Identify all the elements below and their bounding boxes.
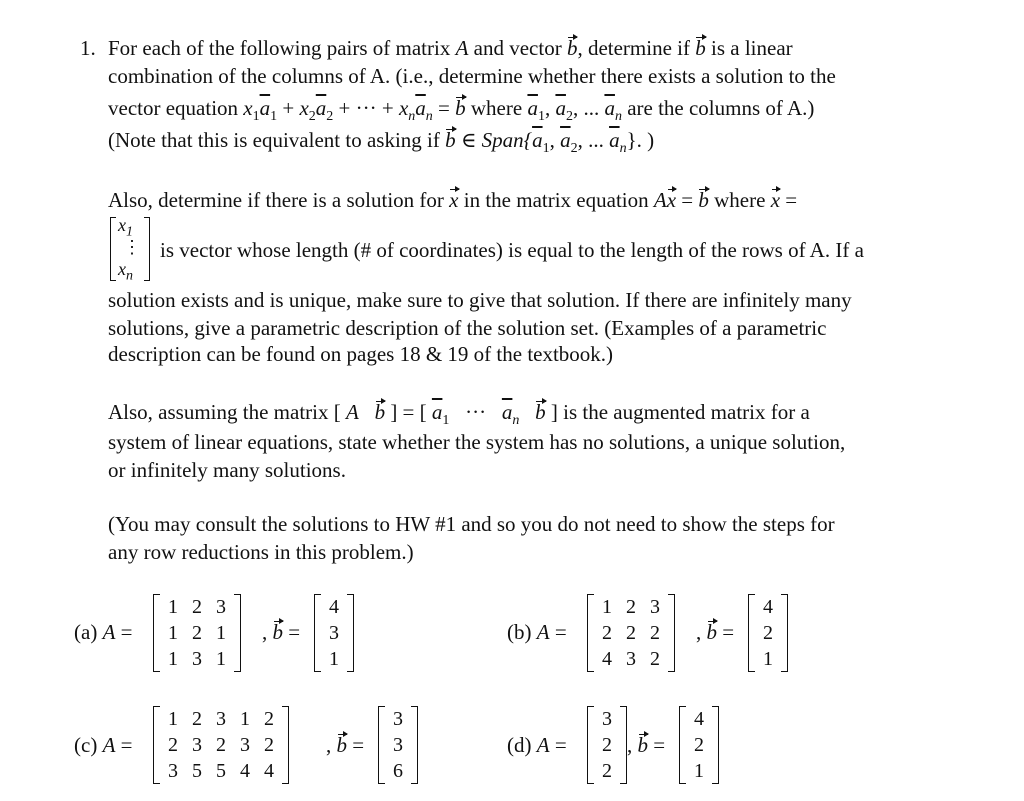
para3-line1: Also, assuming the matrix [ A b ] = [ $\overline{a}_1$ ··· $\overline{a}_n$ b ] is the augmented matrix for a: [108, 400, 810, 429]
problem-a-matrix: 1 2 3 1 2 1 1 3 1: [153, 594, 241, 672]
para2-line3: solution exists and is unique, make sure to give that solution. If there are infinitely many: [108, 288, 852, 312]
problem-d-b-label: , b =: [627, 733, 666, 757]
problem-b-b-label: , b =: [696, 620, 735, 644]
para3-line3: or infinitely many solutions.: [108, 458, 346, 482]
para2-line2: is vector whose length (# of coordinates) is equal to the length of the rows of A. If a: [160, 238, 864, 262]
x-vector-bracket: $x_1$ ⋮ $x_n$: [110, 215, 150, 283]
para4-line1: (You may consult the solutions to HW #1 and so you do not need to show the steps for: [108, 512, 835, 536]
para1-line1: For each of the following pairs of matrix A and vector b, determine if b is a linear: [108, 36, 793, 60]
problem-a-label: (a) A =: [74, 620, 133, 644]
problem-b-b-vector: 4 2 1: [748, 594, 788, 672]
problem-b-matrix: 1 2 3 2 2 2 4 3 2: [587, 594, 675, 672]
problem-d-matrix: 3 2 2: [587, 706, 627, 784]
x-vector-top: $x_1$: [118, 215, 133, 240]
problem-a-b-label: , b =: [262, 620, 301, 644]
para4-line2: any row reductions in this problem.): [108, 540, 414, 564]
para1-line2: combination of the columns of A. (i.e., determine whether there exists a solution to the: [108, 64, 836, 88]
problem-c-label: (c) A =: [74, 733, 133, 757]
problem-c-b-label: , b =: [326, 733, 365, 757]
para1-line3: vector equation $x_1\overline{a}_1 + x_2\overline{a}_2$ + ··· + $x_n\overline{a}_n = b$ where $\overline{a}_1$, $\overline{a}_2$, ... $\overline{a}_n$ are the columns of A.): [108, 96, 815, 125]
question-number: 1.: [80, 36, 96, 60]
para2-line1: Also, determine if there is a solution for x in the matrix equation Ax = b where x =: [108, 188, 798, 212]
para3-line2: system of linear equations, state whether the system has no solutions, a unique solution,: [108, 430, 846, 454]
para2-line4: solutions, give a parametric description of the solution set. (Examples of a parametric: [108, 316, 827, 340]
problem-a-b-vector: 4 3 1: [314, 594, 354, 672]
problem-c-matrix: 1 2 3 1 2 2 3 2 3 2 3 5 5 4 4: [153, 706, 289, 784]
problem-c-b-vector: 3 3 6: [378, 706, 418, 784]
problem-d-label: (d) A =: [507, 733, 567, 757]
x-vector-bottom: $x_n$: [118, 259, 133, 284]
para2-line5: description can be found on pages 18 & 19 of the textbook.): [108, 342, 614, 366]
para1-line4: (Note that this is equivalent to asking if b ∈ $Span\{\overline{a}_1$, $\overline{a}_2$, ... $\overline{a}_n$}. ): [108, 128, 655, 157]
problem-b-label: (b) A =: [507, 620, 567, 644]
problem-d-b-vector: 4 2 1: [679, 706, 719, 784]
